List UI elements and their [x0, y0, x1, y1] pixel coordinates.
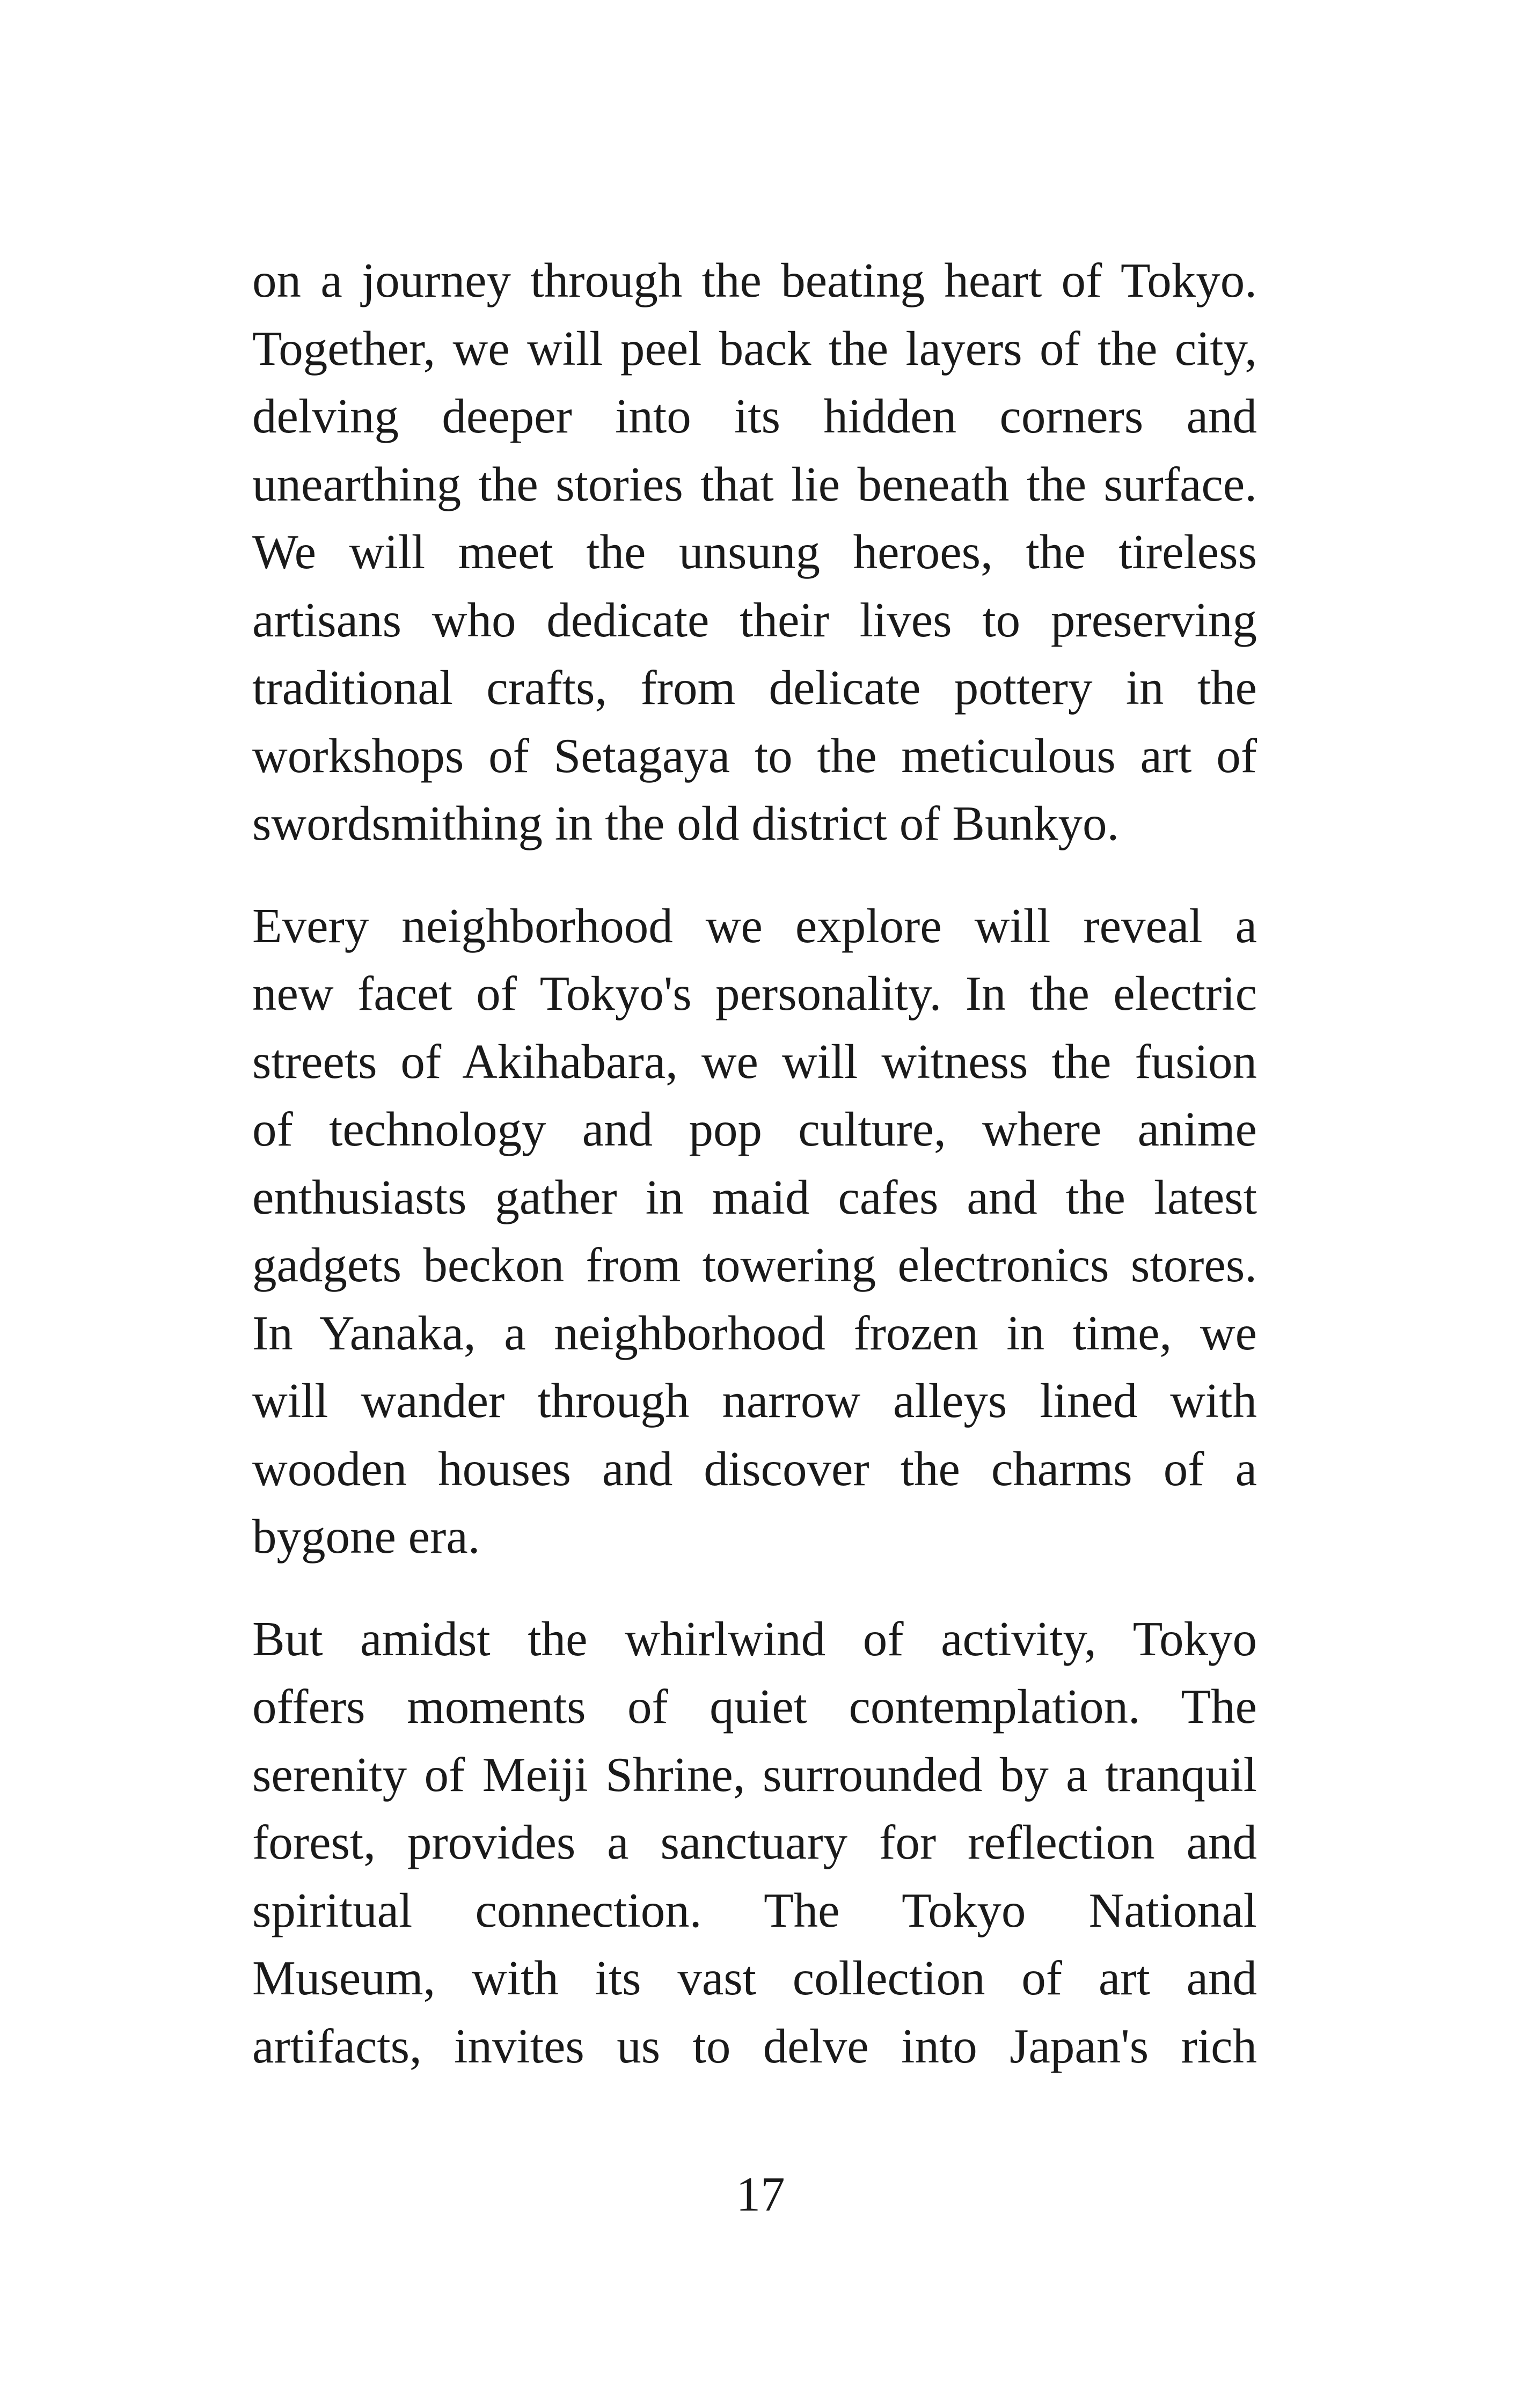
text-line: forest, provides a sanctuary for reflection and	[252, 1815, 1257, 1869]
text-line: artifacts, invites us to delve into Japan's rich	[252, 2018, 1257, 2073]
paragraph-3	[252, 1605, 1257, 2081]
text-line: Museum, with its vast collection of art and	[252, 1951, 1257, 2005]
text-line: of technology and pop culture, where anime	[252, 1102, 1257, 1156]
text-line: Every neighborhood we explore will reveal a	[252, 898, 1257, 953]
text-line: traditional crafts, from delicate pottery in the	[252, 660, 1257, 715]
text-line: Together, we will peel back the layers of the city,	[252, 321, 1257, 376]
page-number: 17	[736, 2167, 785, 2221]
text-line: workshops of Setagaya to the meticulous art of	[252, 728, 1257, 783]
paragraph-2	[252, 892, 1257, 1571]
text-line: will wander through narrow alleys lined with	[252, 1374, 1257, 1428]
text-line: delving deeper into its hidden corners and	[252, 389, 1257, 443]
text-line: wooden houses and discover the charms of a	[252, 1441, 1257, 1496]
text-line: offers moments of quiet contemplation. The	[252, 1679, 1257, 1734]
text-line: on a journey through the beating heart of Tokyo.	[252, 253, 1257, 307]
text-line: serenity of Meiji Shrine, surrounded by a tranquil	[252, 1747, 1257, 1802]
text-line: unearthing the stories that lie beneath the surface.	[252, 457, 1257, 511]
body-text	[252, 247, 1257, 2115]
text-line: streets of Akihabara, we will witness the fusion	[252, 1034, 1257, 1089]
text-line: spiritual connection. The Tokyo National	[252, 1883, 1257, 1937]
text-line: bygone era.	[252, 1509, 480, 1563]
paragraph-1	[252, 247, 1257, 858]
text-line: enthusiasts gather in maid cafes and the latest	[252, 1170, 1257, 1224]
text-line: We will meet the unsung heroes, the tireless	[252, 525, 1257, 579]
text-line: swordsmithing in the old district of Bunkyo.	[252, 796, 1120, 850]
text-line: But amidst the whirlwind of activity, Tokyo	[252, 1611, 1257, 1666]
text-line: In Yanaka, a neighborhood frozen in time, we	[252, 1305, 1257, 1360]
text-line: artisans who dedicate their lives to preserving	[252, 592, 1257, 647]
text-line: new facet of Tokyo's personality. In the electric	[252, 966, 1257, 1021]
text-line: gadgets beckon from towering electronics stores.	[252, 1238, 1257, 1292]
